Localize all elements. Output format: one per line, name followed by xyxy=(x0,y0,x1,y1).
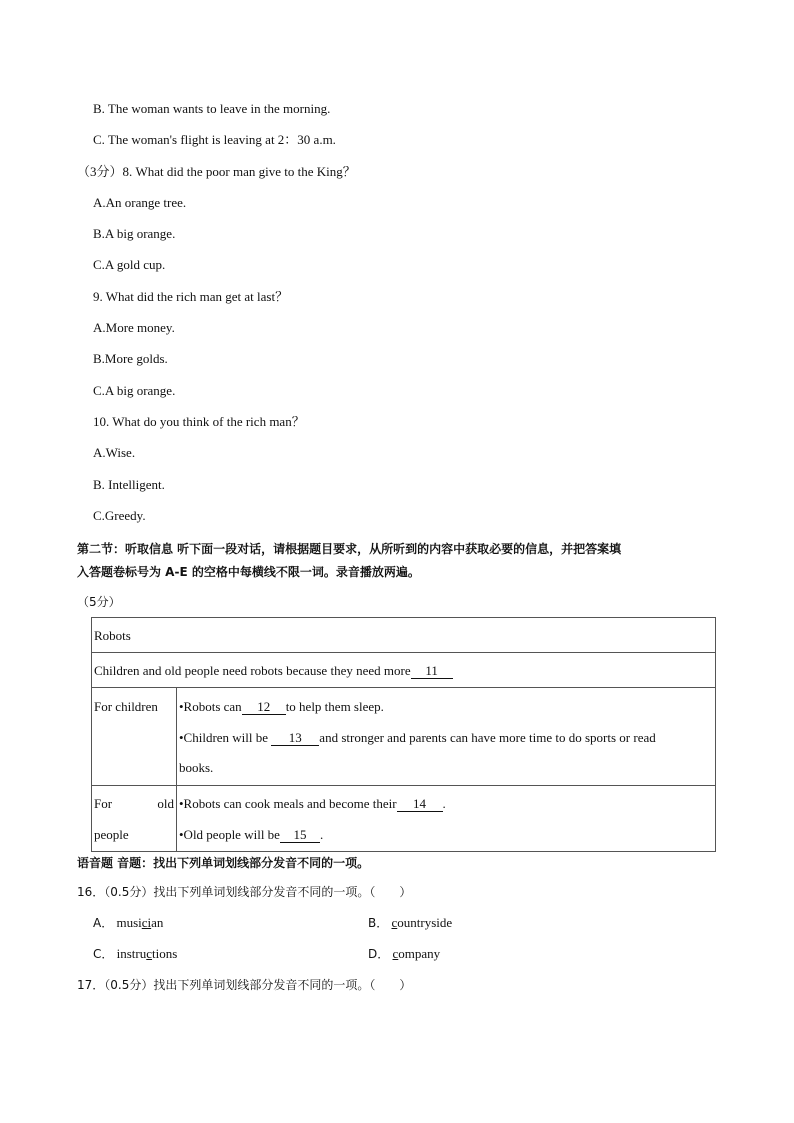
q16-c-label: C． xyxy=(93,947,114,961)
blank-13[interactable]: 13 xyxy=(271,730,319,746)
blank-11[interactable]: 11 xyxy=(411,663,453,679)
blank-14[interactable]: 14 xyxy=(397,796,443,812)
phonetics-heading: 语音题 音题：找出下列单词划线部分发音不同的一项。 xyxy=(77,856,370,870)
q10-stem: 10. What do you think of the rich man？ xyxy=(93,414,305,429)
old-content-cell xyxy=(177,786,716,852)
row-need-text: Children and old people need robots because they need more xyxy=(94,663,411,678)
q16-d-post: ompany xyxy=(398,946,441,961)
q16-c-pre: instru xyxy=(116,946,147,961)
blank-15[interactable]: 15 xyxy=(280,827,320,843)
o1-post: . xyxy=(442,796,446,811)
old-label-for: For xyxy=(94,796,113,811)
c2-pre: •Children will be xyxy=(179,730,269,745)
robots-table xyxy=(91,617,716,852)
q16-d-underlined: c xyxy=(392,946,399,961)
section2-instruction-line1: 第二节：听取信息 听下面一段对话，请根据题目要求，从所听到的内容中获取必要的信息，并把答案填 xyxy=(77,542,622,556)
q7-option-b: B. The woman wants to leave in the morning. xyxy=(93,101,331,116)
children-label: For children xyxy=(94,699,158,714)
blank-12[interactable]: 12 xyxy=(242,699,286,715)
section2-score: （5分） xyxy=(77,595,121,609)
c1-pre: •Robots can xyxy=(179,699,242,714)
q9-option-b: B.More golds. xyxy=(93,351,168,366)
q16-c-underlined: c xyxy=(146,946,153,961)
q8-option-b: B.A big orange. xyxy=(93,226,176,241)
q8-option-a: A.An orange tree. xyxy=(93,195,187,210)
q16-a-post: an xyxy=(151,915,164,930)
q8-option-c: C.A gold cup. xyxy=(93,257,166,272)
q9-option-c: C.A big orange. xyxy=(93,383,176,398)
q16-a-underlined: ci xyxy=(141,915,152,930)
q16-b-post: ountryside xyxy=(397,915,453,930)
q17-stem: 17．（0.5分）找出下列单词划线部分发音不同的一项。（ ） xyxy=(77,978,412,992)
q16-option-d[interactable] xyxy=(368,946,718,962)
q9-option-a: A.More money. xyxy=(93,320,175,335)
q10-option-a: A.Wise. xyxy=(93,445,136,460)
q16-a-pre: musi xyxy=(116,915,142,930)
q9-stem: 9. What did the rich man get at last？ xyxy=(93,289,289,304)
q16-c-post: tions xyxy=(152,946,178,961)
q10-option-c: C.Greedy. xyxy=(93,508,146,523)
table-title-cell xyxy=(92,618,716,653)
c2-post: and stronger and parents can have more time to do sports or read xyxy=(319,730,656,745)
old-label-cell xyxy=(92,786,177,852)
c2-cont: books. xyxy=(179,760,214,775)
old-label-old: old xyxy=(157,796,174,811)
children-label-cell xyxy=(92,688,177,786)
q16-a-label: A． xyxy=(93,916,114,930)
q16-option-b[interactable] xyxy=(368,915,718,931)
o1-pre: •Robots can cook meals and become their xyxy=(179,796,397,811)
q16-b-label: B． xyxy=(368,916,389,930)
q16-d-label: D． xyxy=(368,947,390,961)
q7-option-c: C. The woman's flight is leaving at 2：30 a.m. xyxy=(93,132,336,147)
q10-option-b: B. Intelligent. xyxy=(93,477,165,492)
q16-b-underlined: c xyxy=(391,915,398,930)
children-content-cell xyxy=(177,688,716,786)
section2-instruction-line2: 入答题卷标号为 A-E 的空格中每横线不限一词。录音播放两遍。 xyxy=(77,565,420,579)
o2-pre: •Old people will be xyxy=(179,827,280,842)
old-label-people: people xyxy=(94,827,129,842)
c1-post: to help them sleep. xyxy=(285,699,384,714)
table-row-need xyxy=(92,653,716,688)
q8-stem: （3分）8. What did the poor man give to the King？ xyxy=(77,164,356,179)
q16-stem: 16．（0.5分）找出下列单词划线部分发音不同的一项。（ ） xyxy=(77,885,412,899)
o2-post: . xyxy=(319,827,324,842)
table-title: Robots xyxy=(94,628,131,643)
